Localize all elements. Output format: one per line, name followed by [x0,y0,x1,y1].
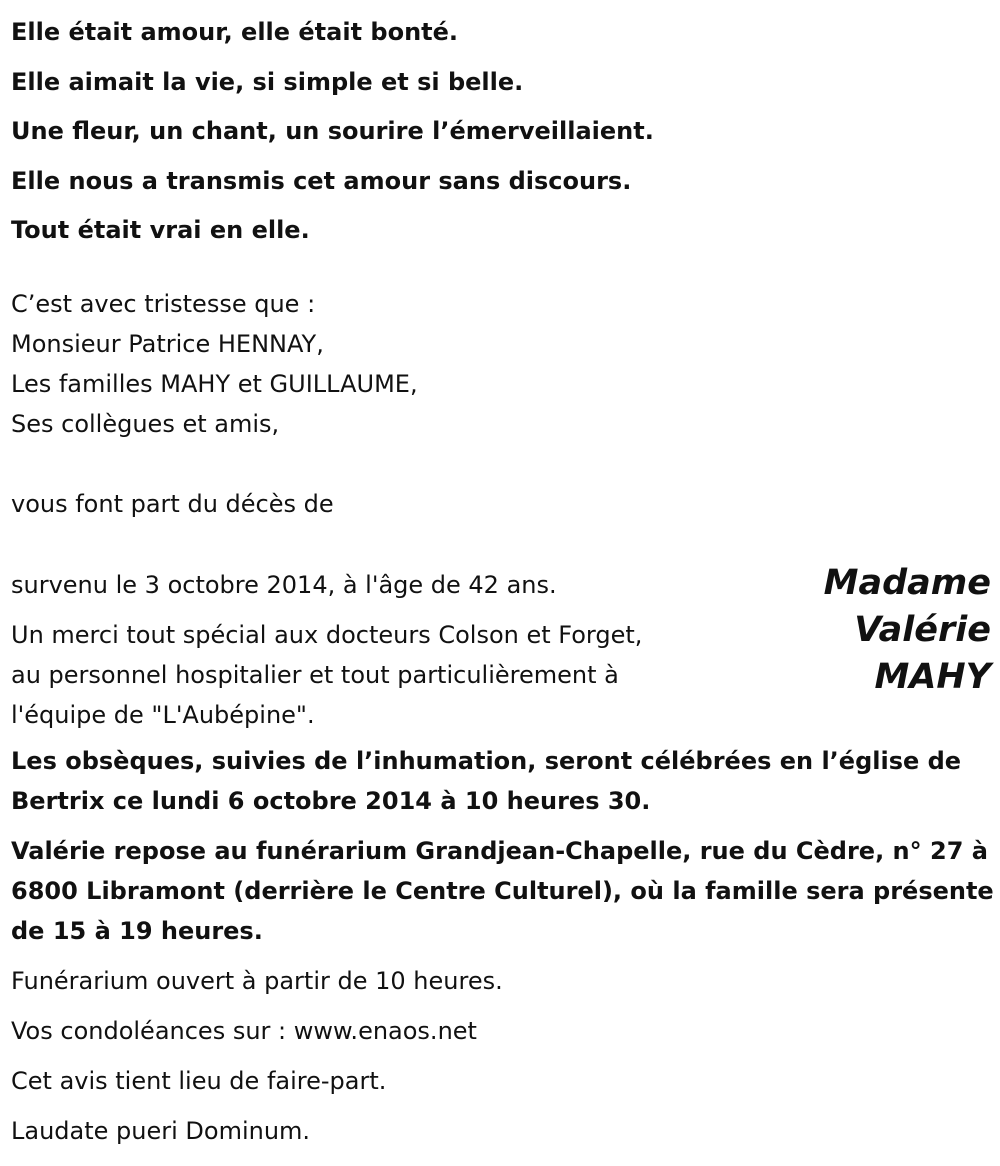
poem [11,8,971,256]
funeral-info [11,741,996,1161]
death-info: survenu le 3 octobre 2014, à l'âge de 42 ans. [11,571,557,599]
deceased-first-name: Valérie [854,610,991,650]
intro-line: Les familles MAHY et GUILLAUME, [11,370,418,398]
poem-line: Une fleur, un chant, un sourire l’émerveillaient. [11,117,654,145]
thanks-line: au personnel hospitalier et tout particulièrement à [11,661,619,689]
visitation-text: Valérie repose au funérarium Grandjean-Chapelle, rue du Cèdre, n° 27 à 6800 Libramont (derrière le Centre Culturel), où la famille sera présente de 15 à 19 heures. [11,837,994,945]
death-details [11,565,791,735]
poem-line: Elle nous a transmis cet amour sans discours. [11,166,632,195]
deceased-title: Madame [823,563,991,603]
note-line: Vos condoléances sur : www.enaos.net [11,1017,477,1045]
announcement-text: vous font part du décès de [11,490,334,518]
deceased-last-name: MAHY [874,657,991,697]
deceased-name [731,560,991,701]
thanks-line: Un merci tout spécial aux docteurs Colson et Forget, [11,621,643,649]
thanks-block [11,615,791,735]
spacer [11,444,711,484]
poem-line: Elle aimait la vie, si simple et si belle. [11,67,524,96]
poem-line: Elle était amour, elle était bonté. [11,18,459,46]
poem-line: Tout était vrai en elle. [11,216,310,244]
intro-line: Monsieur Patrice HENNAY, [11,330,324,358]
announcement-block [11,284,711,524]
note-line: Cet avis tient lieu de faire-part. [11,1067,387,1095]
intro-line: C’est avec tristesse que : [11,290,316,318]
note-line: Funérarium ouvert à partir de 10 heures. [11,967,503,995]
funeral-text: Les obsèques, suivies de l’inhumation, seront célébrées en l’église de Bertrix ce lundi 6 octobre 2014 à 10 heures 30. [11,747,962,815]
intro-line: Ses collègues et amis, [11,410,280,438]
thanks-line: l'équipe de "L'Aubépine". [11,701,315,729]
note-line: Laudate pueri Dominum. [11,1117,311,1145]
